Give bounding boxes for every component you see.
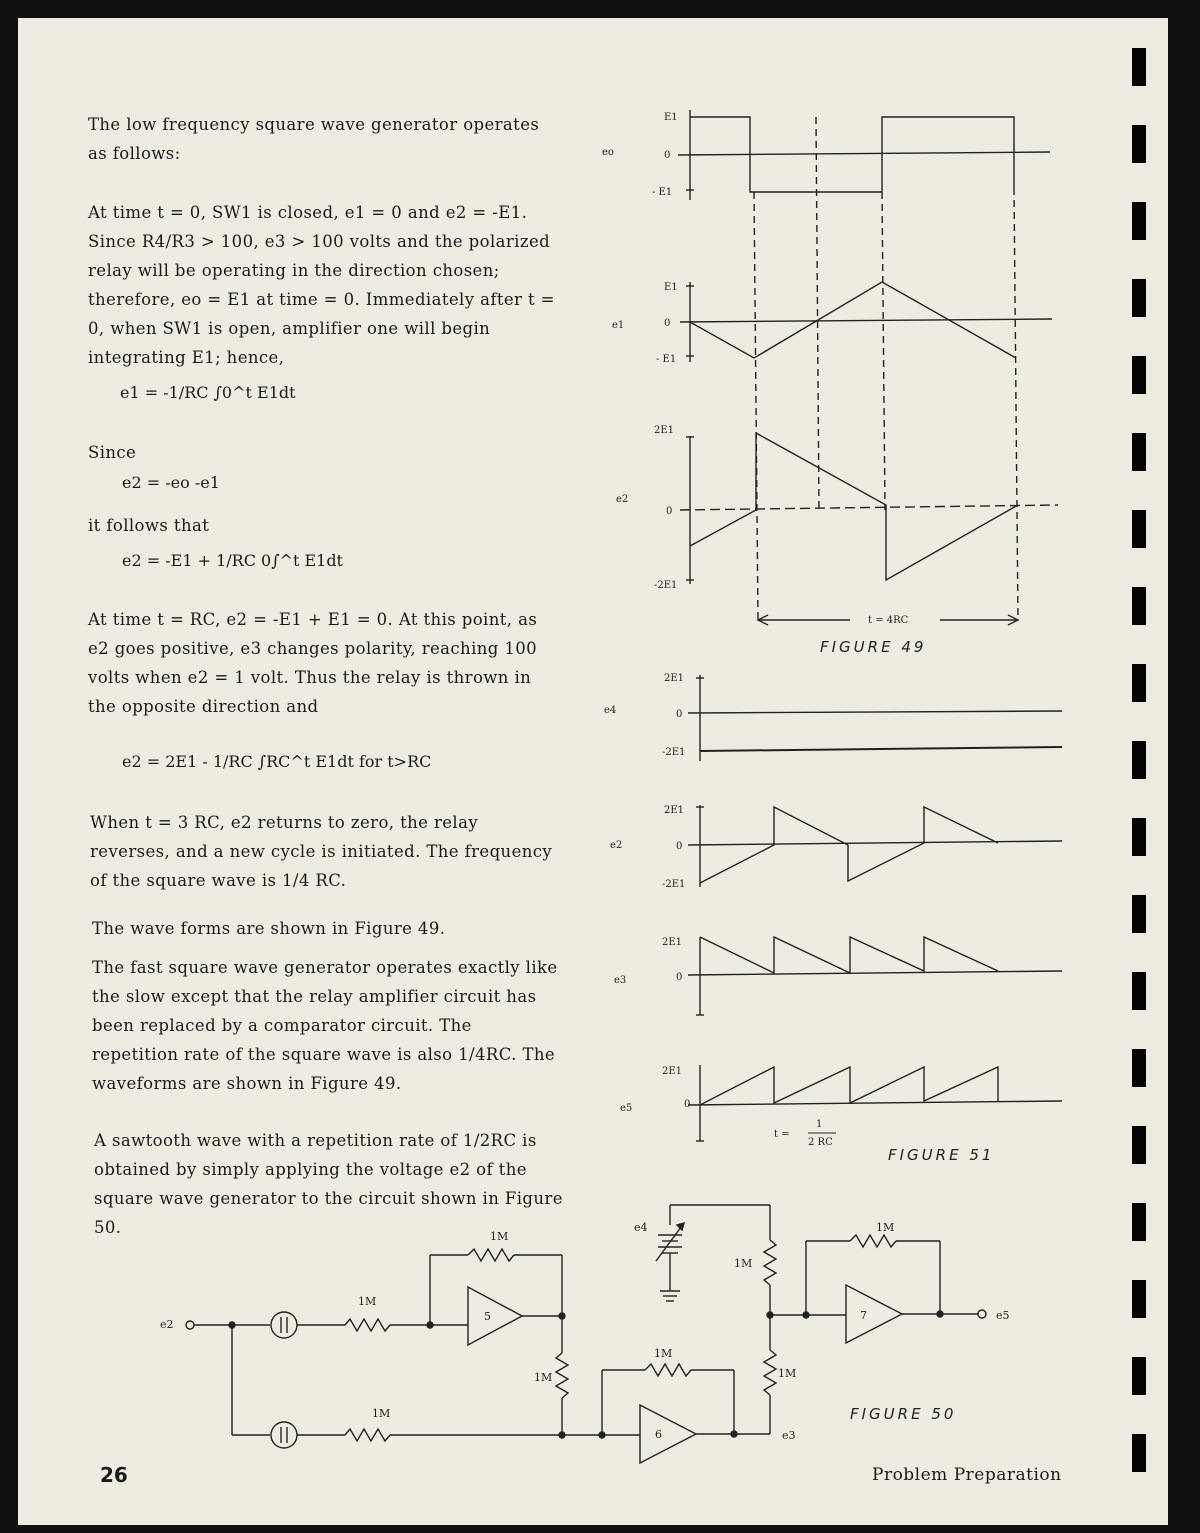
node-label-e4: e4 — [634, 1221, 648, 1234]
binder-tab — [1132, 279, 1146, 317]
follows-label: it follows that — [88, 516, 210, 535]
resistor-label: 1M — [490, 1230, 509, 1243]
period-numerator: 1 — [816, 1119, 823, 1130]
binder-tab — [1132, 356, 1146, 394]
level-label: E1 — [664, 112, 678, 123]
figure-49-diagram — [590, 100, 1070, 640]
binder-tab — [1132, 1434, 1146, 1472]
level-label: 2E1 — [664, 673, 685, 684]
binder-tab — [1132, 125, 1146, 163]
level-label: E1 — [664, 282, 678, 293]
since-label: Since — [88, 443, 137, 462]
amplifier-6-label: 6 — [655, 1428, 662, 1441]
paragraph-2: At time t = RC, e2 = -E1 + E1 = 0. At this point, as e2 goes positive, e3 changes polarity, reaching 100 volts when e2 = 1 volt. Thus the relay is thrown in the opposite direction and — [88, 610, 538, 716]
paragraph-1: At time t = 0, SW1 is closed, e1 = 0 and e2 = -E1. Since R4/R3 > 100, e3 > 100 volts and the polarized relay will be operating in the direction chosen; therefore, eo = E1 at time = 0. Immediately after t = 0, when SW1 is open, amplifier one will begin integrating E1; hence, — [88, 203, 555, 367]
resistor-label: 1M — [654, 1347, 673, 1360]
paragraph-4: The wave forms are shown in Figure 49. — [92, 919, 446, 938]
resistor-label: 1M — [358, 1295, 377, 1308]
level-label: 0 — [676, 841, 683, 852]
binder-tab — [1132, 1203, 1146, 1241]
level-label: 0 — [666, 506, 673, 517]
level-label: -2E1 — [662, 747, 686, 758]
trace-label-e5: e5 — [620, 1103, 633, 1114]
binder-tab — [1132, 587, 1146, 625]
period-denominator: 2 RC — [808, 1137, 833, 1148]
resistor-label: 1M — [534, 1371, 553, 1384]
trace-label-eo: eo — [602, 147, 614, 158]
paragraph-3: When t = 3 RC, e2 returns to zero, the relay reverses, and a new cycle is initiated. The frequency of the square wave is 1/4 RC. — [90, 813, 553, 890]
level-label: 2E1 — [654, 425, 675, 436]
equation-2: e2 = -eo -e1 — [122, 473, 220, 492]
binder-tab — [1132, 433, 1146, 471]
binder-tab — [1132, 741, 1146, 779]
node-label-e5: e5 — [996, 1309, 1010, 1322]
page-number: 26 — [100, 1463, 128, 1487]
figure-49-caption: FIGURE 49 — [820, 638, 927, 656]
resistor-label: 1M — [876, 1221, 895, 1234]
period-label: t = — [774, 1129, 790, 1140]
level-label: 0 — [664, 150, 671, 161]
equation-4: e2 = 2E1 - 1/RC ∫RC^t E1dt for t>RC — [122, 752, 432, 771]
equation-3: e2 = -E1 + 1/RC 0∫^t E1dt — [122, 551, 343, 570]
trace-label-e1: e1 — [612, 320, 625, 331]
node-label-e2: e2 — [160, 1318, 174, 1331]
binder-tab — [1132, 510, 1146, 548]
level-label: 0 — [664, 318, 671, 329]
trace-label-e3: e3 — [614, 975, 627, 986]
binder-tab — [1132, 1126, 1146, 1164]
binder-tab — [1132, 818, 1146, 856]
binder-tab — [1132, 664, 1146, 702]
binder-tab — [1132, 895, 1146, 933]
figure-50-circuit — [150, 1195, 1030, 1475]
level-label: 0 — [676, 709, 683, 720]
amplifier-7-label: 7 — [860, 1309, 867, 1322]
binder-tab — [1132, 1280, 1146, 1318]
level-label: 0 — [676, 972, 683, 983]
level-label: 2E1 — [664, 805, 685, 816]
level-label: - E1 — [656, 354, 677, 365]
binder-tab — [1132, 48, 1146, 86]
paragraph-5: The fast square wave generator operates exactly like the slow except that the relay amplifier circuit has been replaced by a comparator circuit. The repetition rate of the square wave is also 1/4RC. The waveforms are shown in Figure 49. — [92, 958, 558, 1093]
binder-tab — [1132, 202, 1146, 240]
level-label: 2E1 — [662, 937, 683, 948]
resistor-label: 1M — [734, 1257, 753, 1270]
node-label-e3: e3 — [782, 1429, 796, 1442]
level-label: - E1 — [652, 187, 673, 198]
trace-label-e2: e2 — [610, 840, 623, 851]
equation-1: e1 = -1/RC ∫0^t E1dt — [120, 383, 296, 402]
level-label: 0 — [684, 1099, 691, 1110]
resistor-label: 1M — [778, 1367, 797, 1380]
period-label: t = 4RC — [868, 615, 909, 626]
paragraph-intro: The low frequency square wave generator operates as follows: — [88, 115, 540, 163]
figure-51-caption: FIGURE 51 — [888, 1146, 995, 1164]
level-label: 2E1 — [662, 1066, 683, 1077]
binder-tab — [1132, 972, 1146, 1010]
footer-title: Problem Preparation — [872, 1465, 1062, 1485]
level-label: -2E1 — [662, 879, 686, 890]
trace-label-e2: e2 — [616, 494, 629, 505]
binder-tab — [1132, 1357, 1146, 1395]
resistor-label: 1M — [372, 1407, 391, 1420]
level-label: -2E1 — [654, 580, 678, 591]
binder-tab — [1132, 1049, 1146, 1087]
figure-51-diagram — [590, 665, 1080, 1155]
paragraph-6: A sawtooth wave with a repetition rate of 1/2RC is obtained by simply applying the voltage e2 of the square wave generator to the circuit shown in Figure 50. — [94, 1131, 563, 1237]
trace-label-e4: e4 — [604, 705, 617, 716]
amplifier-5-label: 5 — [484, 1310, 491, 1323]
figure-50-caption: FIGURE 50 — [850, 1405, 957, 1423]
